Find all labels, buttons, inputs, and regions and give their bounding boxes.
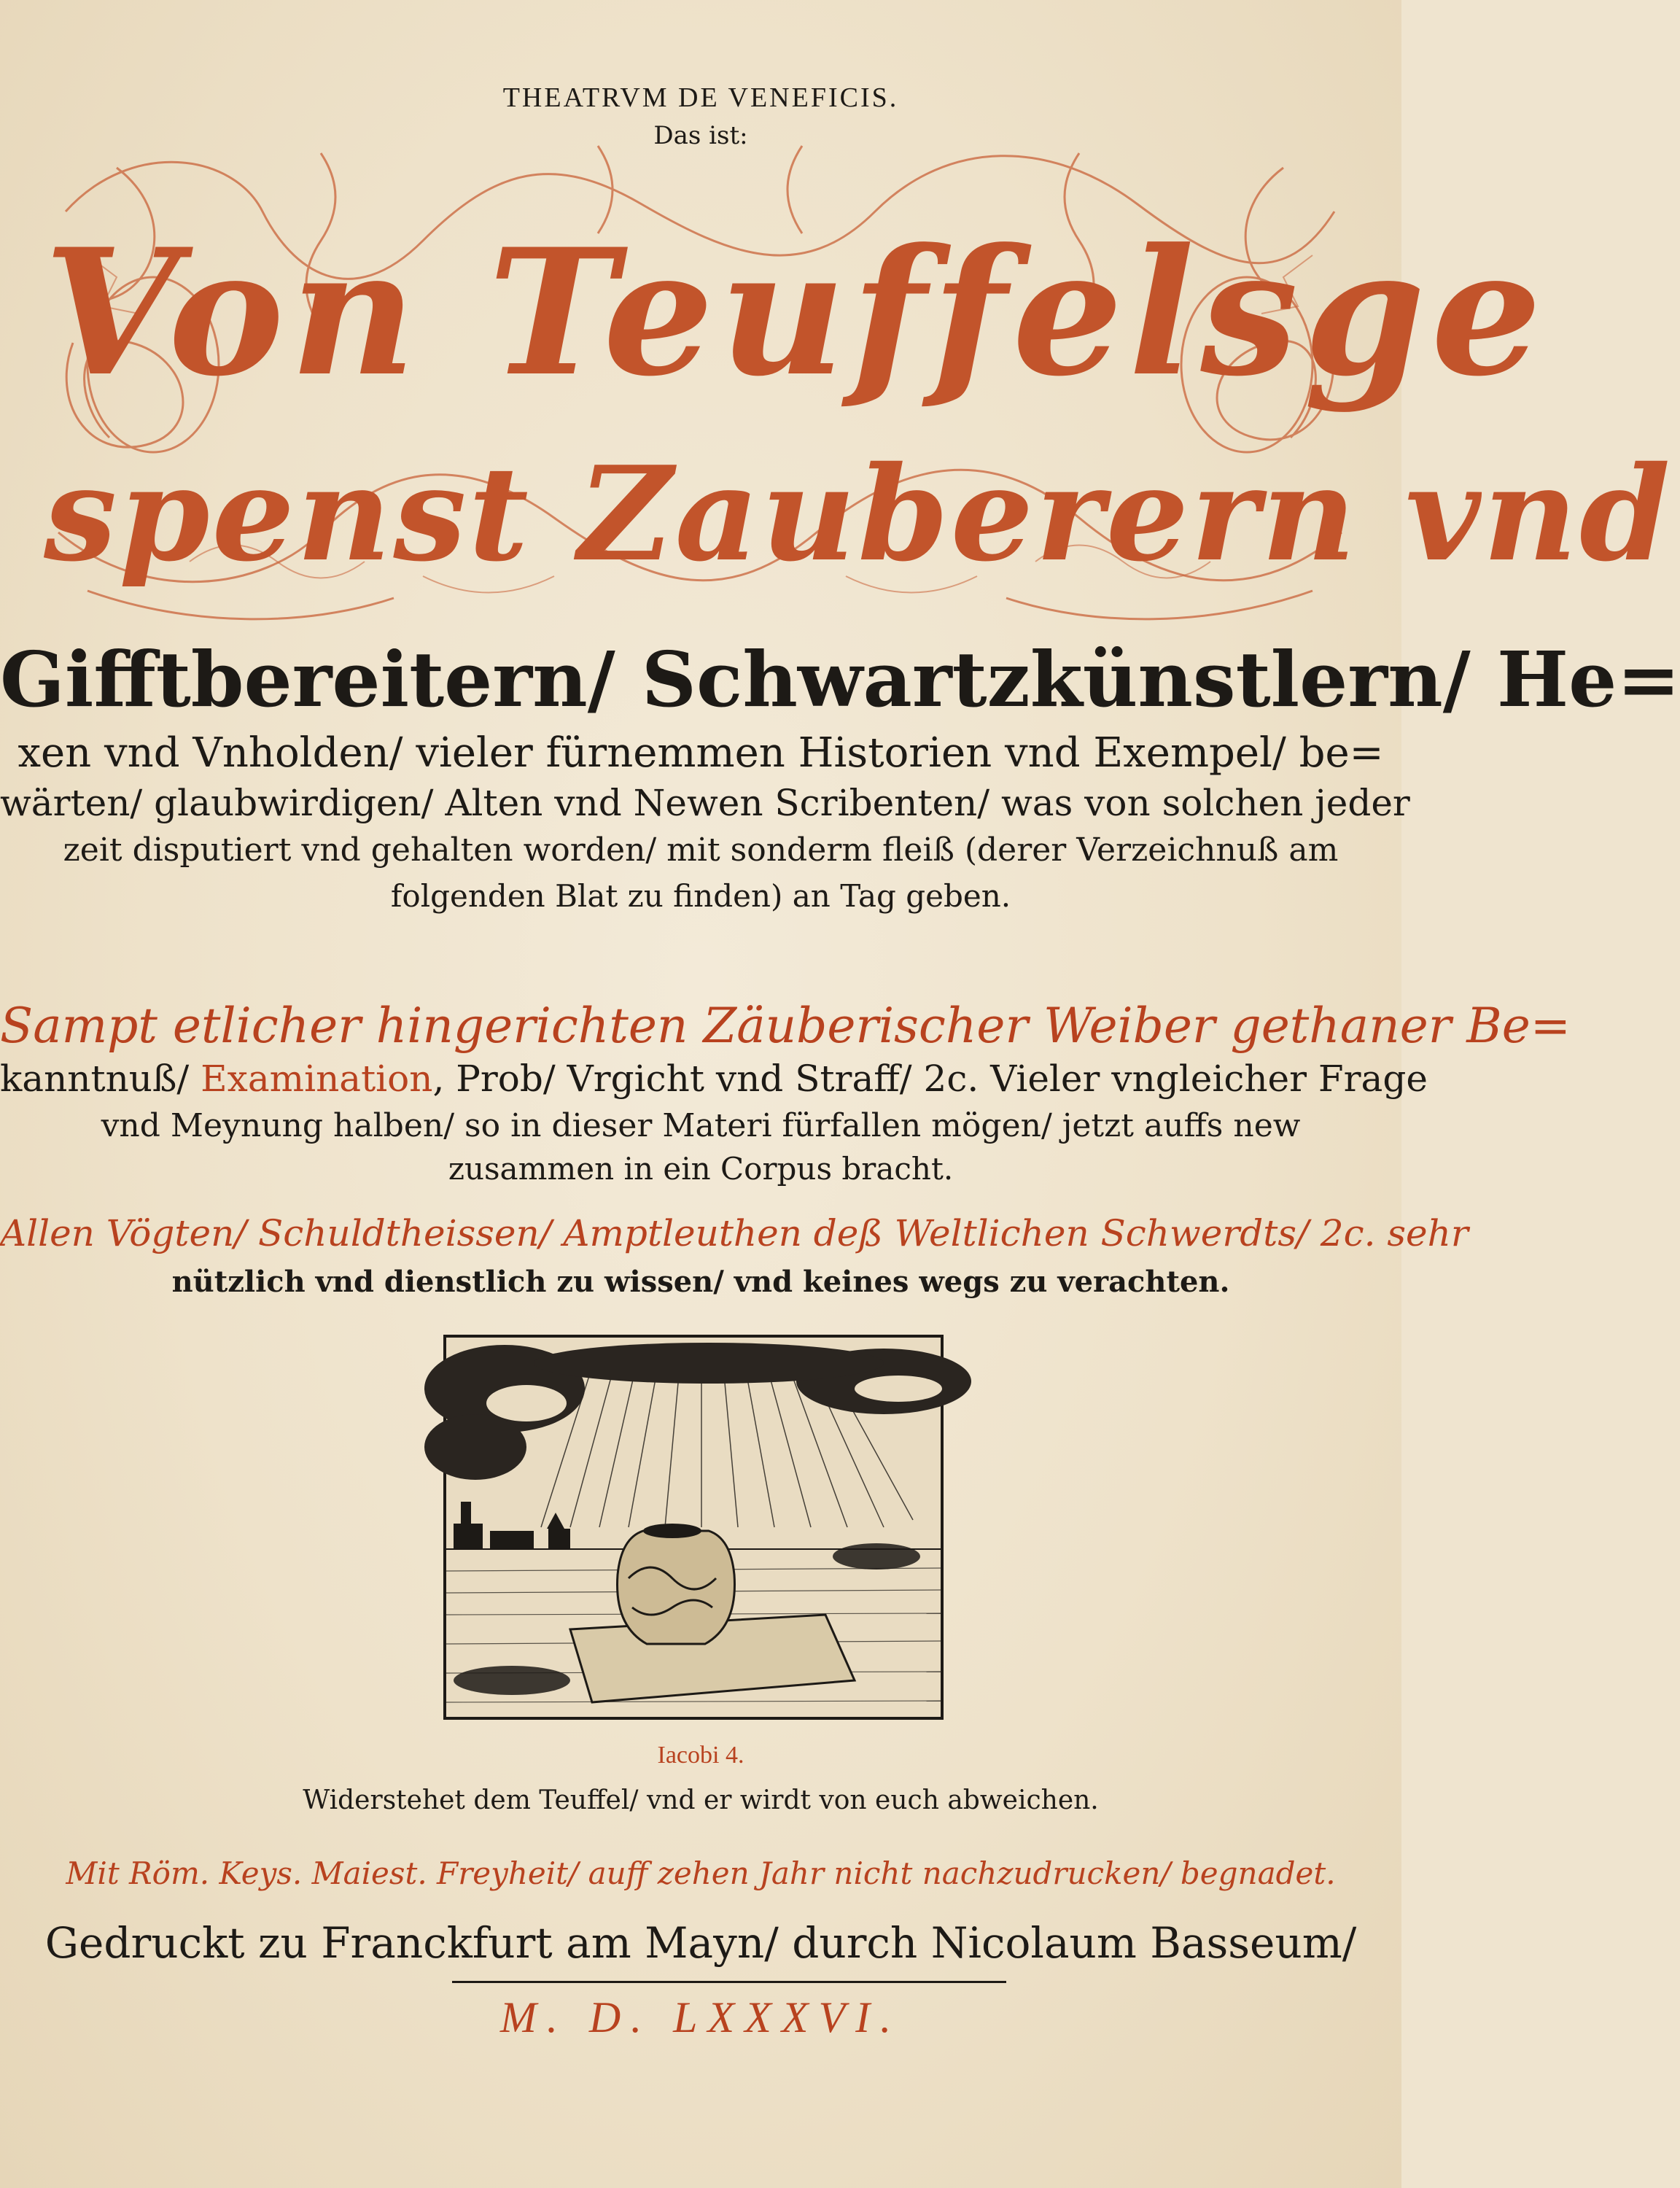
body-line-4: zeit disputiert vnd gehalten worden/ mit sonderm fleiß (derer Verzeichnuß am xyxy=(63,831,1339,869)
body-line-1: Gifftbereitern/ Schwartzkünstlern/ He= xyxy=(0,635,1680,724)
imprint-line: Gedruckt zu Franckfurt am Mayn/ durch Nicolaum Basseum/ xyxy=(44,1918,1357,1968)
sampt-line-4: zusammen in ein Corpus bracht. xyxy=(448,1151,954,1187)
privilege-line: Mit Röm. Keys. Maiest. Freyheit/ auff zehen Jahr nicht nachzudrucken/ begnadet. xyxy=(66,1855,1336,1891)
allen-line-2: nützlich vnd dienstlich zu wissen/ vnd keines wegs zu verachten. xyxy=(171,1265,1230,1299)
sampt-line-2 xyxy=(0,1058,1428,1100)
allen-line-1: Allen Vögten/ Schuldtheissen/ Amptleuthen deß Weltlichen Schwerdts/ 2c. sehr xyxy=(0,1212,1469,1254)
imprint-rule xyxy=(452,1981,1006,1983)
examination-word: Examination xyxy=(201,1058,433,1100)
body-line-5: folgenden Blat zu finden) an Tag geben. xyxy=(390,878,1011,914)
body-line-2: xen vnd Vnholden/ vieler fürnemmen Historien vnd Exempel/ be= xyxy=(18,729,1384,777)
title-line-2: spenst Zauberern vnd xyxy=(44,438,1673,590)
woodcut-vessel-under-rain-illustration xyxy=(446,1338,941,1717)
sampt-line-2-a: kanntnuß/ xyxy=(0,1058,201,1100)
sampt-line-2-c: , Prob/ Vrgicht vnd Straff/ 2c. Vieler vngleicher Frage xyxy=(432,1058,1428,1100)
body-line-3: wärten/ glaubwirdigen/ Alten vnd Newen Scribenten/ was von solchen jeder xyxy=(0,782,1410,824)
sampt-line-3: vnd Meynung halben/ so in dieser Materi fürfallen mögen/ jetzt auffs new xyxy=(101,1107,1301,1144)
publication-year: M. D. LXXXVI. xyxy=(499,1993,902,2041)
scripture-reference: Iacobi 4. xyxy=(657,1742,744,1769)
woodcut-illustration xyxy=(443,1335,944,1720)
latin-title: THEATRVM DE VENEFICIS. xyxy=(502,82,899,113)
scripture-text: Widerstehet dem Teuffel/ vnd er wirdt von euch abweichen. xyxy=(303,1785,1099,1815)
sampt-line-1: Sampt etlicher hingerichten Zäuberischer Weiber gethaner Be= xyxy=(0,998,1571,1054)
das-ist-label: Das ist: xyxy=(653,121,748,150)
title-line-1: Von Teuffelsge xyxy=(44,212,1548,415)
